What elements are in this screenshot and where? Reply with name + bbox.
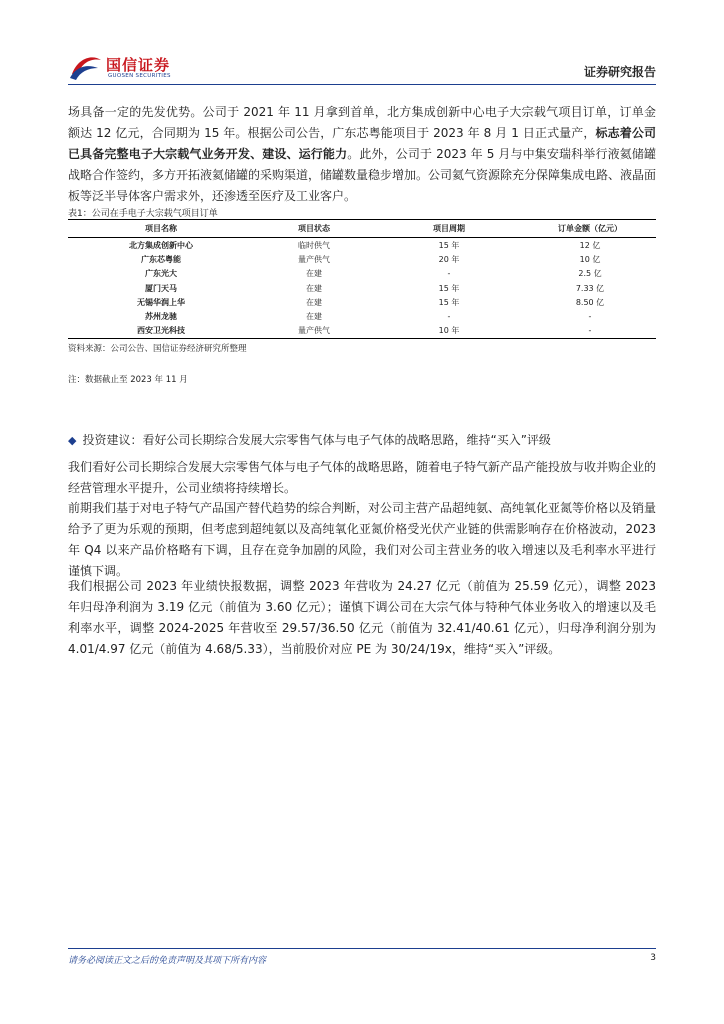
paragraph-bold-text: 标志着公司已具备完整电子大宗载气业务开发、建设、运行能力 [68, 126, 656, 161]
cell-project-name: 北方集成创新中心 [129, 240, 193, 250]
logo-chinese-name: 国信证券 [106, 56, 171, 74]
header-divider [68, 84, 656, 85]
cell-status: 在建 [306, 283, 322, 293]
cell-period: - [447, 269, 451, 279]
cell-project-name: 西安卫光科技 [68, 324, 254, 339]
cell-status: 量产供气 [298, 254, 330, 264]
table-row [68, 267, 656, 281]
paragraph-helium-business [68, 102, 656, 207]
column-header-status: 项目状态 [254, 220, 374, 238]
guosen-logo [68, 48, 208, 84]
cell-amount: 10 亿 [579, 254, 601, 264]
cell-status: 量产供气 [254, 324, 374, 339]
cell-period: 20 年 [438, 254, 460, 264]
guosen-logo-mark-icon [68, 48, 104, 84]
diamond-bullet-icon: ◆ [68, 434, 77, 447]
cell-amount: - [588, 312, 592, 322]
cell-period: 15 年 [438, 240, 460, 250]
cell-period: 15 年 [438, 283, 460, 293]
cell-period: 15 年 [438, 297, 460, 307]
table-row [68, 309, 656, 323]
paragraph-text: 场具备一定的先发优势。公司于 2021 年 11 月拿到首单，北方集成创新中心电子大宗载气项目订单，订单金额达 12 亿元，合同期为 15 年。根据公司公告，广东芯粤能项目于 2023 年 8 月 1 日正式量产， [68, 105, 656, 140]
cell-project-name: 苏州龙驰 [145, 312, 177, 322]
table-row [68, 252, 656, 266]
cell-project-name: 广东芯粤能 [141, 254, 181, 264]
cell-period: - [447, 312, 451, 322]
table-caption: 表1：公司在手电子大宗载气项目订单 [68, 209, 218, 219]
column-header-period: 项目周期 [374, 220, 524, 238]
table-header-row [68, 220, 656, 238]
footer-disclaimer: 请务必阅读正文之后的免责声明及其项下所有内容 [68, 956, 267, 966]
cell-amount: 2.5 亿 [578, 269, 602, 279]
cell-status: 在建 [306, 312, 322, 322]
paragraph-outlook: 我们看好公司长期综合发展大宗零售气体与电子气体的战略思路，随着电子特气新产品产能投放与收并购企业的经营管理水平提升，公司业绩将持续增长。 [68, 460, 657, 495]
cell-amount: 7.33 亿 [575, 283, 605, 293]
table-footnote: 注：数据截止至 2023 年 11 月 [68, 375, 188, 385]
cell-project-name: 广东光大 [145, 269, 177, 279]
cell-project-name: 厦门天马 [145, 283, 177, 293]
section-title: 投资建议：看好公司长期综合发展大宗零售气体与电子气体的战略思路，维持“买入”评级 [82, 433, 551, 447]
column-header-amount: 订单金额（亿元） [524, 220, 656, 238]
paragraph-text: 。此外，公司于 2023 年 5 月与中集安瑞科举行液氦储罐战略合作签约，多方开拓液氦储罐的采购渠道，储罐数量稳步增加。公司氦气资源除充分保障集成电路、液晶面板等泛半导体客户需求外，还渗透至医疗及工业客户。 [68, 147, 657, 203]
report-type-label: 证券研究报告 [583, 65, 656, 79]
footer-divider [68, 948, 656, 949]
logo-english-name: GUOSEN SECURITIES [108, 73, 171, 79]
orders-table [68, 219, 656, 339]
table-row [68, 324, 656, 339]
page-number: 3 [650, 953, 656, 963]
table-row [68, 281, 656, 295]
cell-status: 临时供气 [298, 240, 330, 250]
cell-status: 在建 [306, 297, 322, 307]
cell-project-name: 无锡华润上华 [137, 297, 185, 307]
table-source-note: 资料来源：公司公告、国信证券经济研究所整理 [68, 344, 247, 354]
paragraph-forecast: 我们根据公司 2023 年业绩快报数据，调整 2023 年营收为 24.27 亿元（前值为 25.59 亿元），调整 2023 年归母净利润为 3.19 亿元（前值为 3.60 亿元）；谨慎下调公司在大宗气体与特种气体业务收入的增速以及毛利率水平，调整 2024-2025 年营收至 29.57/36.50 亿元（前值为 32.41/40.61 亿元），归母净利润分别为 4.01/4.97 亿元（前值为 4.68/5.33），当前股价对应 PE 为 30/24/19x，维持“买入”评级。 [68, 579, 656, 656]
paragraph-price-adjustment: 前期我们基于对电子特气产品国产替代趋势的综合判断，对公司主营产品超纯氨、高纯氧化亚氮等价格以及销量给予了更为乐观的预期，但考虑到超纯氨以及高纯氧化亚氮价格受光伏产业链的供需影响存在价格波动，2023 年 Q4 以来产品价格略有下调，且存在竞争加剧的风险，我们对公司主营业务的收入增速以及毛利率水平进行谨慎下调。 [68, 501, 657, 578]
cell-amount: 12 亿 [579, 240, 601, 250]
table-row [68, 238, 656, 253]
column-header-project-name: 项目名称 [68, 220, 254, 238]
cell-period: 10 年 [374, 324, 524, 339]
cell-amount: 8.50 亿 [575, 297, 605, 307]
table-row [68, 295, 656, 309]
investment-advice-heading [68, 431, 656, 448]
page-header [68, 44, 656, 84]
cell-amount: - [524, 324, 656, 339]
cell-status: 在建 [306, 269, 322, 279]
